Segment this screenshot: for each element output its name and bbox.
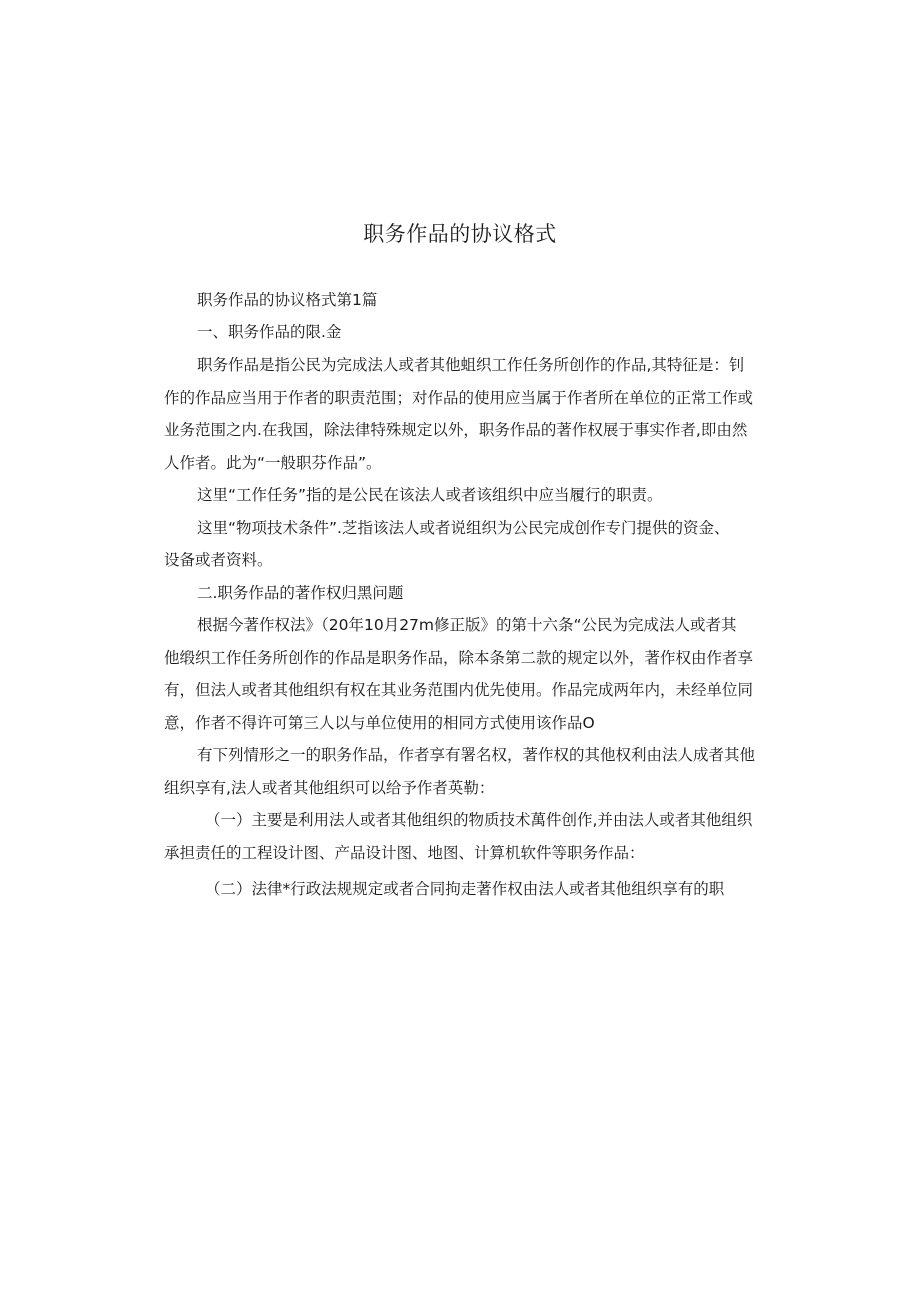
list-item-line: （一）主要是利用法人或者其他组织的物质技术萬件创作,并由法人或者其他组织 (205, 811, 753, 829)
paragraph-line: 他缎织工作任务所创作的作品是职务作品，除本条第二款的规定以外，著作权由作者享 (164, 649, 754, 667)
list-item-line: （二）法律*行政法规规定或者合同拘走著作权由法人或者其他组织享有的职 (205, 880, 725, 898)
paragraph-line: 业务范围之内.在我国，除法律特殊规定以外，职务作品的著作权展于事实作者,即由然 (164, 421, 748, 439)
paragraph-line: 根据今著作权法》（20年10月27m修正版》的第十六条“公民为完成法人或者其 (197, 616, 737, 634)
list-item-line: 承担责任的工程设计图、产品设计图、地图、计算机软件等职务作品： (164, 844, 645, 862)
section-heading: 职务作品的协议格式第1篇 (197, 291, 378, 309)
section-heading: 二.职务作品的著作权归黑问题 (197, 584, 404, 602)
paragraph-line: 人作者。此为“一般职芬作品”。 (164, 454, 382, 472)
paragraph-line: 这里“工作任务”指的是公民在该法人或者该组织中应当履行的职责。 (197, 486, 663, 504)
paragraph-line: 这里“物项技术条件”.芝指该法人或者说组织为公民完成创作专门提供的资金、 (197, 519, 730, 537)
document-title: 职务作品的协议格式 (363, 222, 557, 246)
paragraph-line: 职务作品是指公民为完成法人或者其他蛆织工作任务所创作的作品,其特征是：钊 (197, 356, 745, 374)
paragraph-line: 意，作者不得许可第三人以与单位使用的相同方式使用该作品O (164, 714, 595, 732)
paragraph-line: 设备或者资料。 (164, 551, 273, 569)
paragraph-line: 作的作品应当用于作者的职责范围；对作品的使用应当属于作者所在单位的正常工作或 (164, 389, 754, 407)
paragraph-line: 组织享有,法人或者其他组织可以给予作者英勒： (164, 779, 495, 797)
paragraph-line: 有下列情形之一的职务作品，作者享有署名权，著作权的其他权利由法人成者其他 (197, 746, 756, 764)
section-heading: 一、职务作品的限.金 (197, 323, 342, 341)
paragraph-line: 有，但法人或者其他组织有权在其业务范围内优先使用。作品完成两年内，未经单位同 (164, 681, 754, 699)
